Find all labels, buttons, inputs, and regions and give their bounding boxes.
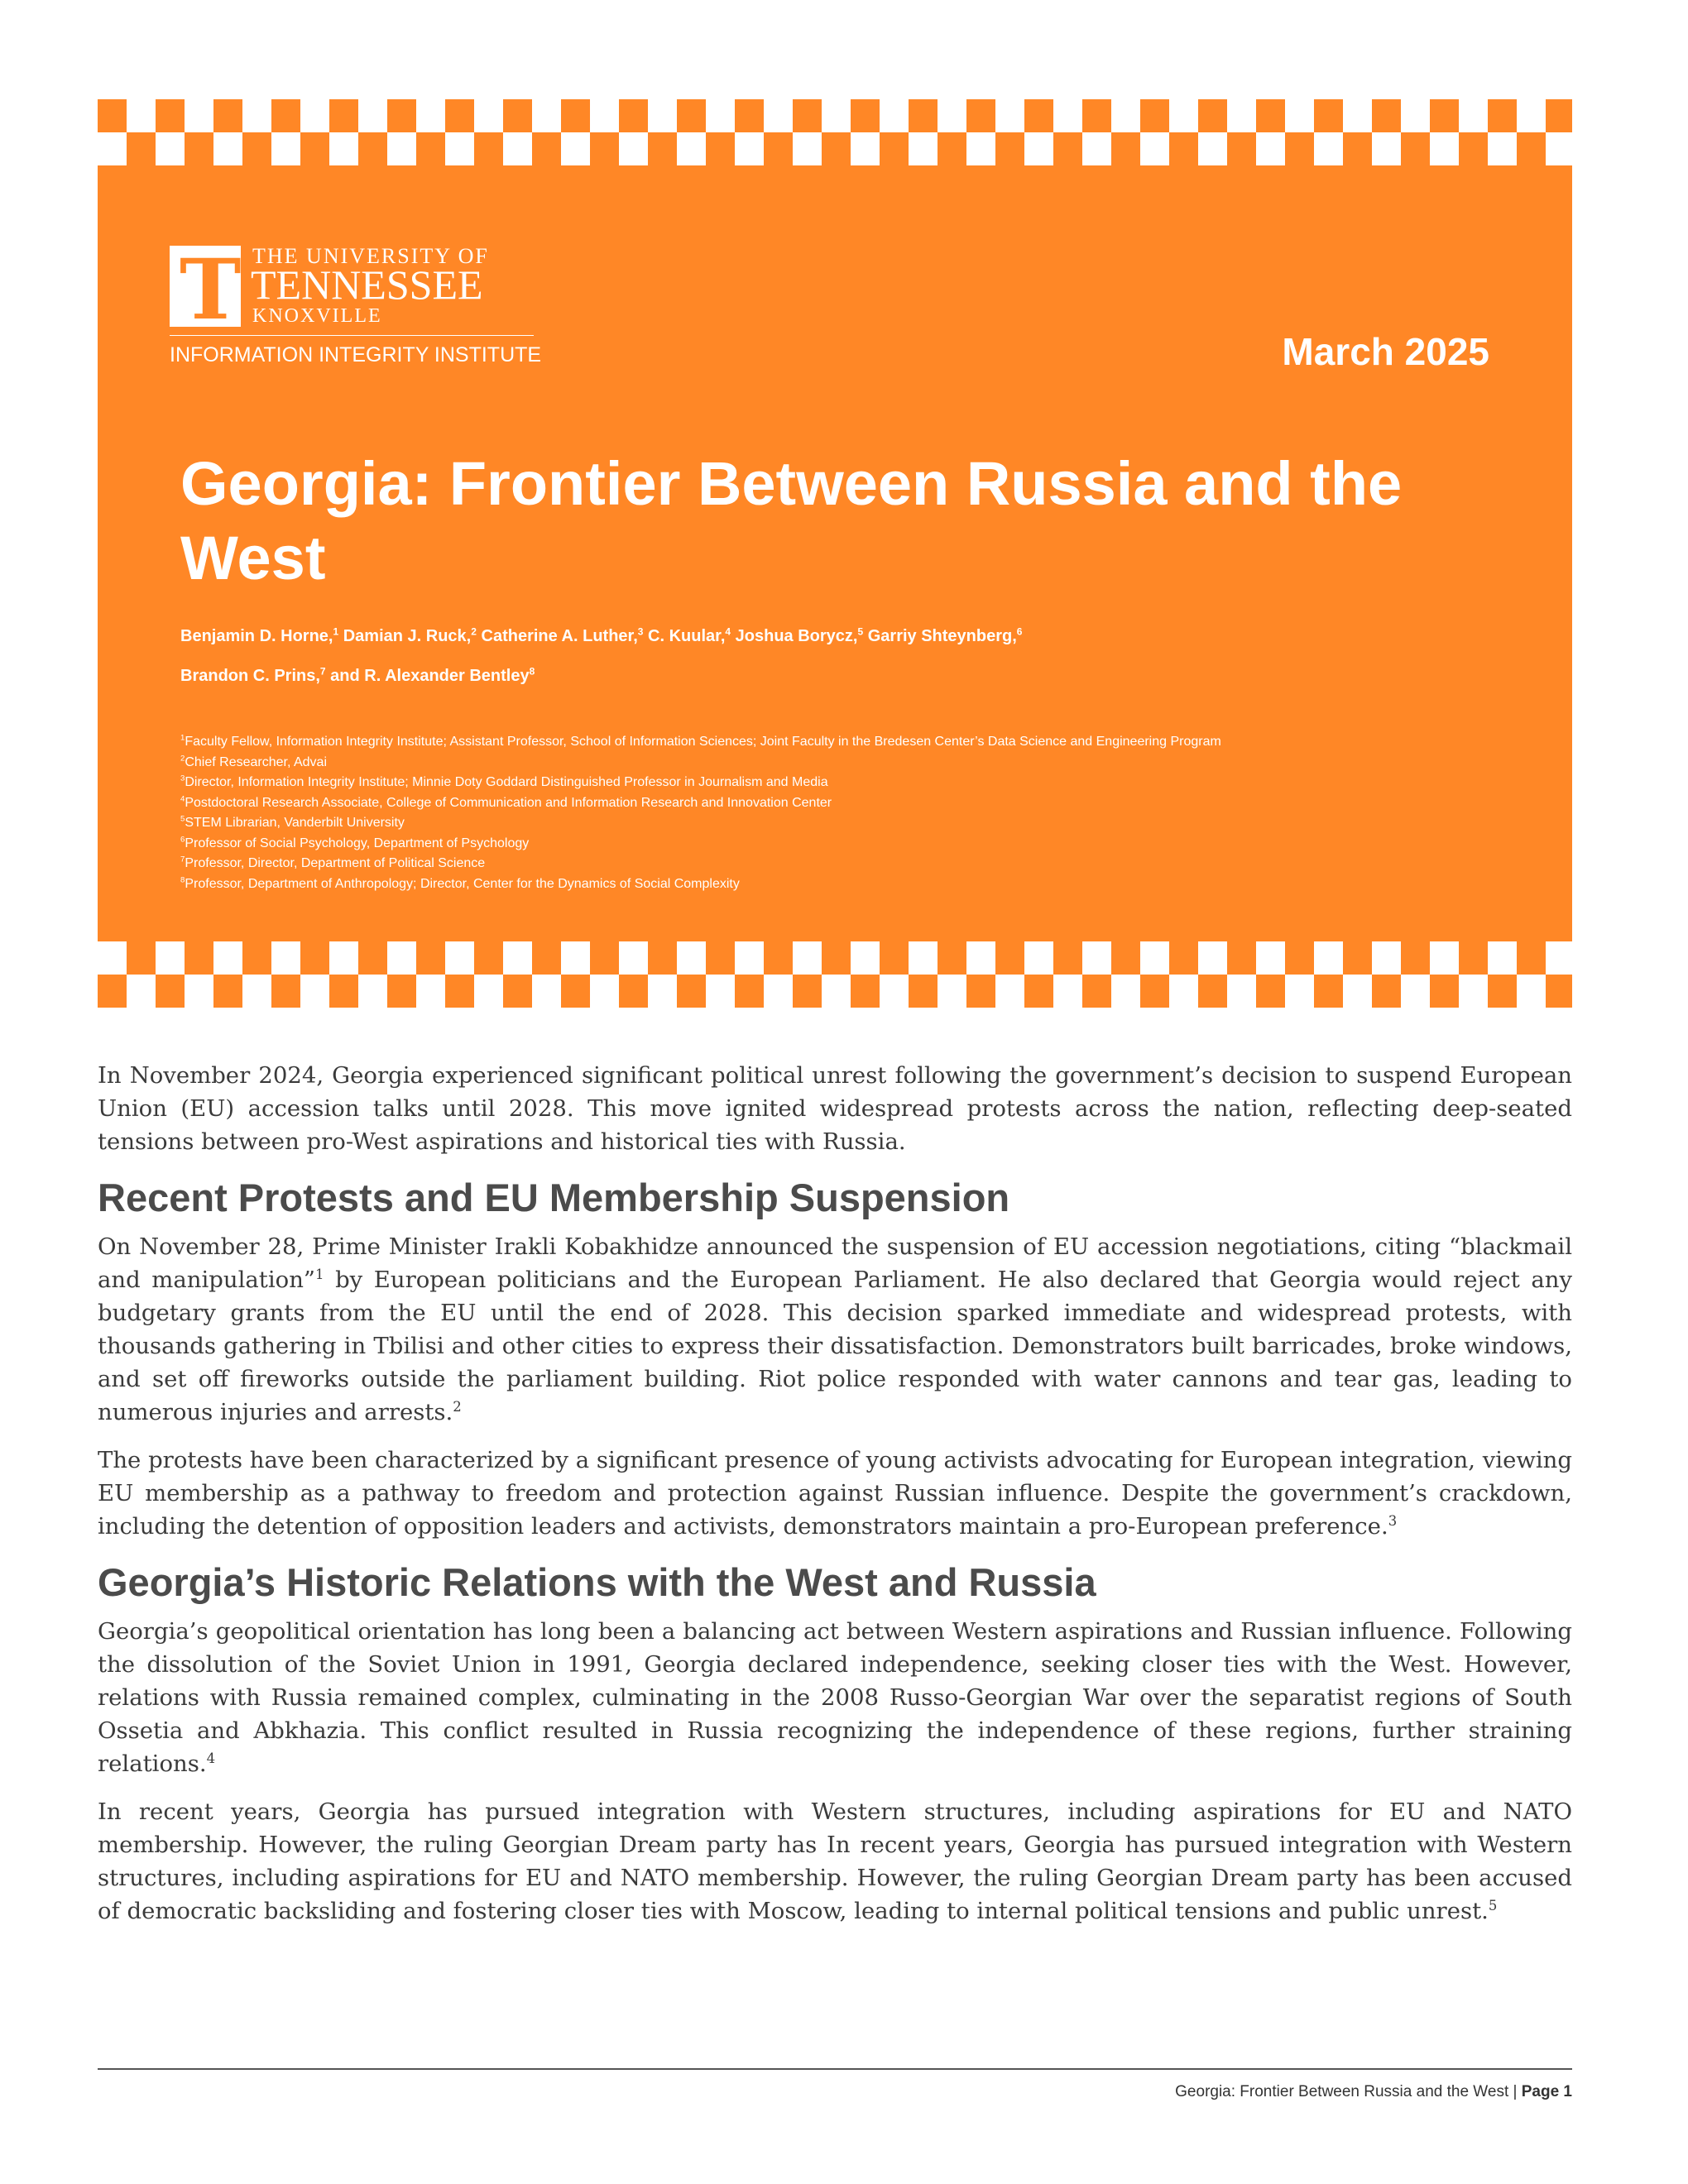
intro-paragraph: In November 2024, Georgia experienced significant political unrest following the government’s decision to suspend European Union (EU) accession talks until 2028. This move ignited widespread protests across the nation, reflecting deep-seated tensions between pro-West aspirations and historical ties with Russia. [98,1062,1572,1155]
affiliation-list [180,732,1221,894]
logo-divider [170,335,534,336]
publication-date: March 2025 [1282,330,1489,373]
section-heading: Recent Protests and EU Membership Suspension [98,1176,1010,1219]
author: Benjamin D. Horne,$^1$ [180,625,339,645]
checker-pattern-top [98,99,1572,165]
logo-line3: KNOXVILLE [252,305,382,327]
affiliation: $^7$Professor, Director, Department of Political Science [180,855,486,870]
article-body [98,1059,1572,1942]
section-heading: Georgia’s Historic Relations with the West and Russia [98,1560,1096,1604]
author: C. Kuular,$^4$ [648,625,731,645]
author: and R. Alexander Bentley$^8$ [330,665,535,685]
page-footer: Georgia: Frontier Between Russia and the West | Page 1 [1175,2083,1572,2100]
affiliation: $^5$STEM Librarian, Vanderbilt University [180,814,405,830]
paragraph: On November 28, Prime Minister Irakli Kobakhidze announced the suspension of EU accession negotiations, citing “blackmail and manipulation”$^1$ by European politicians and the European Parliament. He also declared that Georgia would reject any budgetary grants from the EU until the end of 2028. This decision sparked immediate and widespread protests, with thousands gathering in Tbilisi and other cities to express their dissatisfaction. Demonstrators built barricades, broke windows, and set off fireworks outside the parliament building. Riot police responded with water cannons and tear gas, leading to numerous injuries and arrests.$^2$ [98,1233,1572,1425]
paragraph: Georgia’s geopolitical orientation has long been a balancing act between Western aspirations and Russian influence. Following the dissolution of the Soviet Union in 1991, Georgia declared independence, seeking closer ties with the West. However, relations with Russia remained complex, culminating in the 2008 Russo-Georgian War over the separatist regions of South Ossetia and Abkhazia. This conflict resulted in Russia recognizing the independence of these regions, further straining relations.$^4$ [98,1618,1572,1777]
affiliation: $^4$Postdoctoral Research Associate, College of Communication and Information Research and Innovation Center [180,794,832,810]
author: Brandon C. Prins,$^7$ [180,665,326,685]
paragraph: The protests have been characterized by a significant presence of young activists advocating for European integration, viewing EU membership as a pathway to freedom and protection against Russian influence. Despite the government’s crackdown, including the detention of opposition leaders and activists, demonstrators maintain a pro-European preference.$^3$ [98,1447,1572,1540]
paragraph: In recent years, Georgia has pursued integration with Western structures, including aspirations for EU and NATO membership. However, the ruling Georgian Dream party has In recent years, Georgia has pursued integration with Western structures, including aspirations for EU and NATO membership. However, the ruling Georgian Dream party has been accused of democratic backsliding and fostering closer ties with Moscow, leading to internal political tensions and public unrest.$^5$ [98,1798,1572,1924]
author: Damian J. Ruck,$^2$ [343,625,477,645]
checker-pattern-bottom [98,941,1572,1008]
author: Catherine A. Luther,$^3$ [481,625,644,645]
footer-rule [98,2068,1572,2070]
institute-name: INFORMATION INTEGRITY INSTITUTE [170,343,542,366]
affiliation: $^1$Faculty Fellow, Information Integrity Institute; Assistant Professor, School of Information Sciences; Joint Faculty in the Bredesen Center’s Data Science and Engineering Program [180,733,1221,749]
author: Garriy Shteynberg,$^6$ [867,625,1023,645]
logo-line1: THE UNIVERSITY OF [252,244,489,268]
affiliation: $^2$Chief Researcher, Advai [180,754,327,769]
affiliation: $^3$Director, Information Integrity Institute; Minnie Doty Goddard Distinguished Professor in Journalism and Media [180,774,828,789]
power-t-icon: T [170,246,241,327]
author: Joshua Borycz,$^5$ [735,625,864,645]
affiliation: $^8$Professor, Department of Anthropology; Director, Center for the Dynamics of Social Complexity [180,875,740,891]
header-band [98,165,1572,941]
document-title: Georgia: Frontier Between Russia and the West [180,449,1403,593]
author-list [180,616,1022,696]
logo-line2: TENNESSEE [251,261,483,308]
affiliation: $^6$Professor of Social Psychology, Department of Psychology [180,835,530,850]
